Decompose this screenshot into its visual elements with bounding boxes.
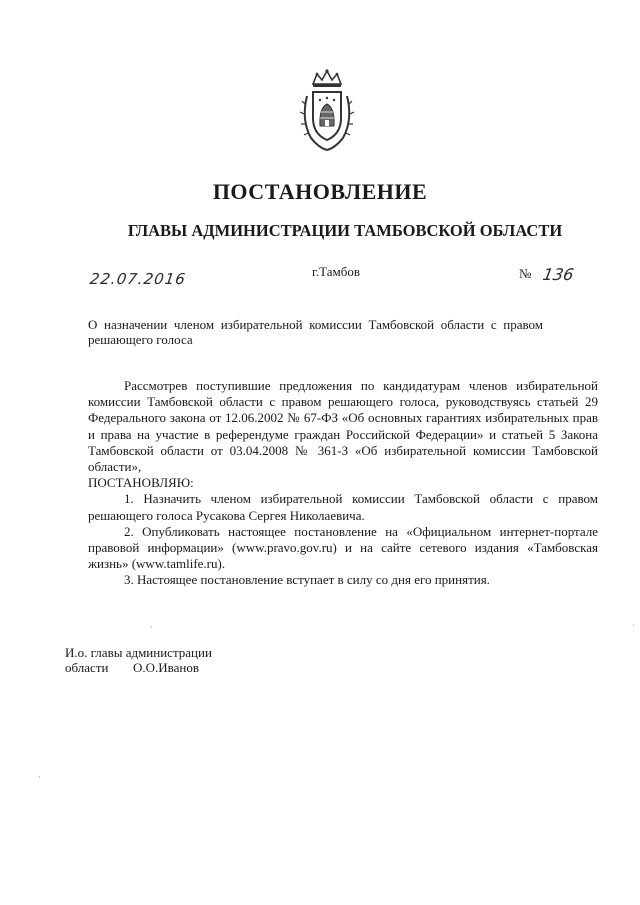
document-subject: О назначении членом избирательной комиссии Тамбовской области с правом решающего голоса <box>88 317 543 347</box>
signature-block <box>65 645 212 675</box>
issuer-title: ГЛАВЫ АДМИНИСТРАЦИИ ТАМБОВСКОЙ ОБЛАСТИ <box>127 221 563 240</box>
signatory-position-cont: области <box>65 660 109 675</box>
preamble-paragraph: Рассмотрев поступившие предложения по кандидатурам членов избирательной комиссии Тамбовской области с правом решающего голоса, руководствуясь статьей 29 Федерального закона от 12.06.2002 № 67-ФЗ «Об основных гарантиях избирательных прав и права на участие в референдуме граждан Российской Федерации» и статьей 5 Закона Тамбовской области от 03.04.2008 № 361-З «Об избирательной комиссии Тамбовской области», <box>88 378 598 475</box>
document-type-title: ПОСТАНОВЛЕНИЕ <box>212 179 428 204</box>
number-sign: № <box>519 266 532 281</box>
signatory-position: И.о. главы администрации <box>65 645 212 660</box>
coat-of-arms-icon <box>297 68 357 153</box>
signatory-name: О.О.Иванов <box>132 660 199 675</box>
handwritten-number: 136 <box>541 265 576 284</box>
handwritten-date: 22.07.2016 <box>88 270 188 288</box>
scan-speck: · <box>38 772 41 782</box>
city-label: г.Тамбов <box>312 264 360 279</box>
resolve-heading: ПОСТАНОВЛЯЮ: <box>88 475 194 491</box>
scan-speck: · <box>632 620 635 630</box>
document-body <box>88 378 598 589</box>
resolution-item: 3. Настоящее постановление вступает в силу со дня его принятия. <box>124 572 490 588</box>
resolution-item: 1. Назначить членом избирательной комиссии Тамбовской области с правом решающего голоса Русакова Сергея Николаевича. <box>88 491 598 523</box>
resolution-item: 2. Опубликовать настоящее постановление на «Официальном интернет-портале правовой информации» (www.pravo.gov.ru) и на сайте сетевого издания «Тамбовская жизнь» (www.tamlife.ru). <box>88 523 598 572</box>
scan-speck: · <box>150 622 153 632</box>
